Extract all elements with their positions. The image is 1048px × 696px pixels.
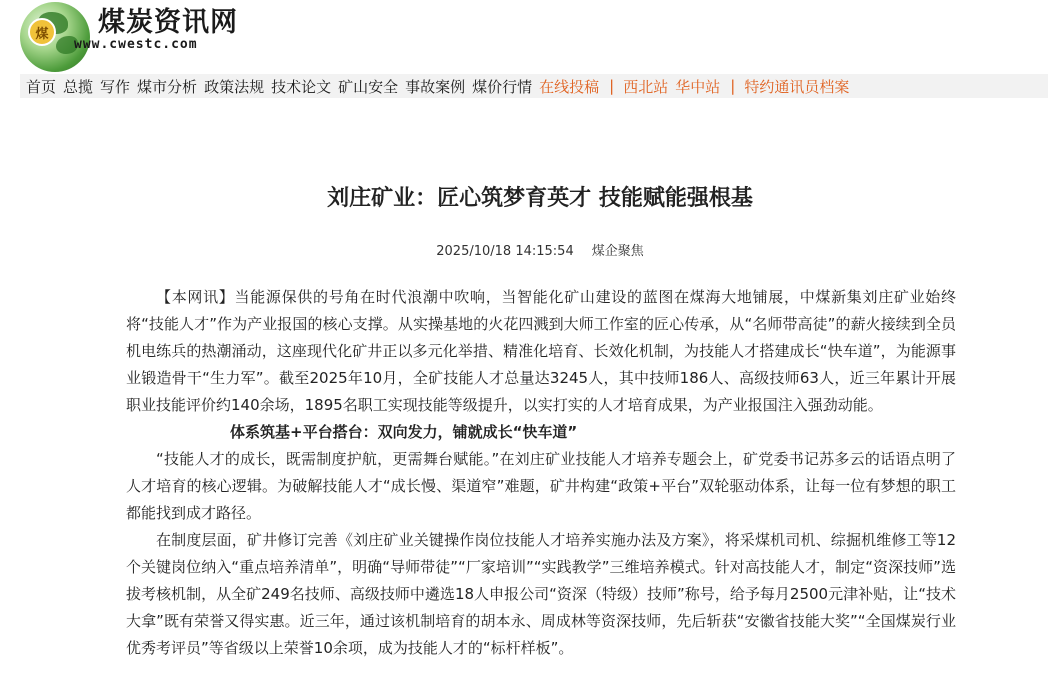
nav-item-correspondent-archive[interactable]: 特约通讯员档案 bbox=[744, 77, 850, 96]
article-subheading: 体系筑基+平台搭台：双向发力，铺就成长“快车道” bbox=[230, 423, 578, 441]
nav-item-mine-safety[interactable]: 矿山安全 bbox=[338, 77, 399, 96]
site-name[interactable]: 煤炭资讯网 bbox=[98, 7, 238, 38]
nav-item-overview[interactable]: 总揽 bbox=[63, 77, 94, 96]
nav-item-northwest-station[interactable]: 西北站 bbox=[623, 77, 669, 96]
site-header bbox=[0, 0, 1048, 68]
logo-badge: 煤 bbox=[28, 18, 56, 46]
article-source: 煤企聚焦 bbox=[591, 244, 644, 259]
article-title: 刘庄矿业：匠心筑梦育英才 技能赋能强根基 bbox=[327, 185, 753, 211]
nav-item-submit-online[interactable]: 在线投稿 bbox=[539, 77, 600, 96]
nav-item-writing[interactable]: 写作 bbox=[100, 77, 131, 96]
article-datetime: 2025/10/18 14:15:54 bbox=[436, 244, 574, 259]
site-url: www.cwestc.com bbox=[74, 37, 198, 52]
nav-item-market-analysis[interactable]: 煤市分析 bbox=[137, 77, 198, 96]
nav-item-tech-papers[interactable]: 技术论文 bbox=[271, 77, 332, 96]
main-navigation bbox=[20, 74, 1048, 98]
nav-item-policy[interactable]: 政策法规 bbox=[204, 77, 265, 96]
nav-item-home[interactable]: 首页 bbox=[26, 77, 57, 96]
nav-item-accident-cases[interactable]: 事故案例 bbox=[405, 77, 466, 96]
nav-item-coal-prices[interactable]: 煤价行情 bbox=[472, 77, 533, 96]
article-paragraph: 在制度层面，矿井修订完善《刘庄矿业关键操作岗位技能人才培养实施办法及方案》，将采煤机司机、综掘机维修工等12个关键岗位纳入“重点培养清单”，明确“导师带徒”“厂家培训”“实践教学”三维培养模式。针对高技能人才，制定“资深技师”选拔考核机制，从全矿249名技师、高级技师中遴选18人申报公司“资深（特级）技师”称号，给予每月2500元津补贴，让“技术大拿”既有荣誉又得实惠。近三年，通过该机制培育的胡本永、周成林等资深技师，先后斩获“安徽省技能大奖”“全国煤炭行业优秀考评员”等省级以上荣誉10余项，成为技能人才的“标杆样板”。 bbox=[126, 531, 956, 657]
article-body bbox=[126, 284, 956, 662]
article-paragraph: “技能人才的成长，既需制度护航，更需舞台赋能。”在刘庄矿业技能人才培养专题会上，矿党委书记苏多云的话语点明了人才培育的核心逻辑。为破解技能人才“成长慢、渠道窄”难题，矿井构建“政策+平台”双轮驱动体系，让每一位有梦想的职工都能找到成才路径。 bbox=[126, 450, 956, 522]
article-paragraph: 【本网讯】当能源保供的号角在时代浪潮中吹响，当智能化矿山建设的蓝图在煤海大地铺展，中煤新集刘庄矿业始终将“技能人才”作为产业报国的核心支撑。从实操基地的火花四溅到大师工作室的匠心传承，从“名师带高徒”的薪火接续到全员机电练兵的热潮涌动，这座现代化矿井正以多元化举措、精准化培育、长效化机制，为技能人才搭建成长“快车道”，为能源事业锻造骨干“生力军”。截至2025年10月，全矿技能人才总量达3245人，其中技师186人、高级技师63人，近三年累计开展职业技能评价约140余场，1895名职工实现技能等级提升，以实打实的人才培育成果，为产业报国注入强劲动能。 bbox=[126, 288, 956, 414]
article-meta bbox=[0, 240, 1048, 259]
nav-separator: | bbox=[730, 77, 736, 95]
nav-item-central-station[interactable]: 华中站 bbox=[675, 77, 721, 96]
nav-separator: | bbox=[609, 77, 615, 95]
